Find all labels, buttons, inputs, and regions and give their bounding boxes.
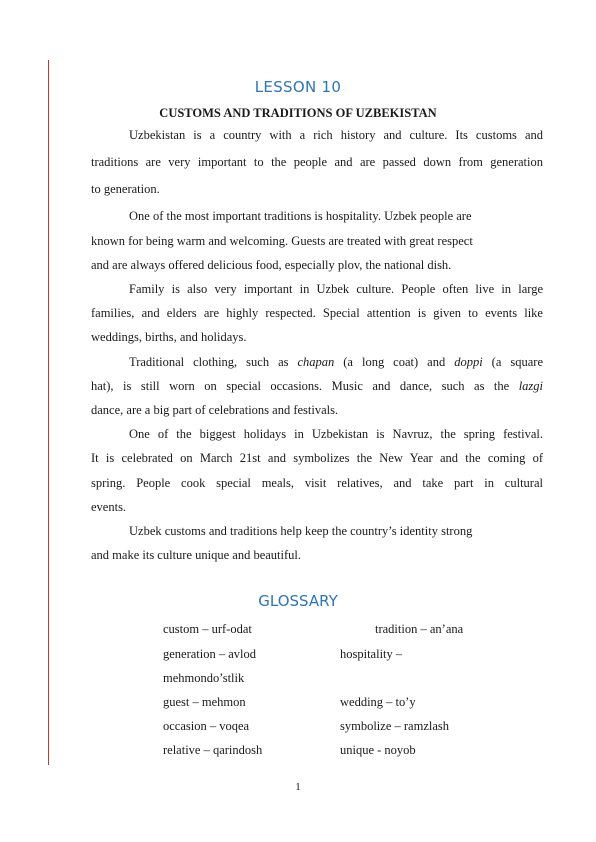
- p5-line-1: One of the biggest holidays in Uzbekistan is Navruz, the spring festival.: [129, 427, 543, 441]
- margin-line: [48, 60, 49, 765]
- p4-line-3: dance, are a big part of celebrations and festivals.: [91, 403, 339, 417]
- lesson-subtitle: CUSTOMS AND TRADITIONS OF UZBEKISTAN: [159, 106, 437, 120]
- glossary-hospitality: hospitality –: [340, 647, 403, 661]
- page-number: 1: [295, 781, 301, 793]
- p5-line-3: spring. People cook special meals, visit relatives, and take part in cultural: [91, 476, 543, 490]
- p4-text-c: (a long coat) and: [334, 355, 455, 369]
- p4-line-2: [91, 379, 543, 394]
- p2-line-3: and are always offered delicious food, especially plov, the national dish.: [91, 258, 452, 272]
- glossary-title: GLOSSARY: [258, 592, 338, 610]
- glossary-symbolize: symbolize – ramzlash: [340, 719, 449, 733]
- glossary-custom: custom – urf-odat: [163, 622, 252, 636]
- term-lazgi: lazgi: [518, 379, 543, 393]
- p6-line-1: Uzbek customs and traditions help keep the country’s identity strong: [129, 524, 473, 538]
- p2-line-2: known for being warm and welcoming. Guests are treated with great respect: [91, 234, 473, 248]
- p3-line-3: weddings, births, and holidays.: [91, 330, 247, 344]
- p1-line-2: traditions are very important to the people and are passed down from generation: [91, 155, 543, 169]
- p3-line-2: families, and elders are highly respected. Special attention is given to events like: [91, 306, 543, 320]
- p4-text-e: (a square: [482, 355, 543, 369]
- glossary-relative: relative – qarindosh: [163, 743, 263, 757]
- p1-line-3: to generation.: [91, 182, 160, 196]
- glossary-guest: guest – mehmon: [163, 695, 246, 709]
- p5-line-4: events.: [91, 500, 127, 514]
- glossary-unique: unique - noyob: [340, 743, 416, 757]
- p4-text-a: Traditional clothing, such as: [129, 355, 298, 369]
- glossary-hospitality-translation: mehmondo’stlik: [163, 671, 245, 685]
- body-text: [91, 0, 543, 842]
- glossary-generation: generation – avlod: [163, 647, 257, 661]
- p1-line-1: Uzbekistan is a country with a rich history and culture. Its customs and: [129, 128, 543, 142]
- glossary-occasion: occasion – voqea: [163, 719, 250, 733]
- term-chapan: chapan: [297, 355, 335, 369]
- p6-line-2: and make its culture unique and beautiful.: [91, 548, 302, 562]
- p4-text-2a: hat), is still worn on special occasions. Music and dance, such as the: [91, 379, 519, 393]
- p2-line-1: One of the most important traditions is hospitality. Uzbek people are: [129, 209, 472, 223]
- term-doppi: doppi: [454, 355, 483, 369]
- p4-line-1: [129, 355, 543, 370]
- glossary-tradition: tradition – an’ana: [375, 622, 464, 636]
- p5-line-2: It is celebrated on March 21st and symbolizes the New Year and the coming of: [91, 451, 543, 465]
- lesson-title: LESSON 10: [254, 78, 342, 96]
- glossary-wedding: wedding – to’y: [340, 695, 416, 709]
- p3-line-1: Family is also very important in Uzbek culture. People often live in large: [129, 282, 543, 296]
